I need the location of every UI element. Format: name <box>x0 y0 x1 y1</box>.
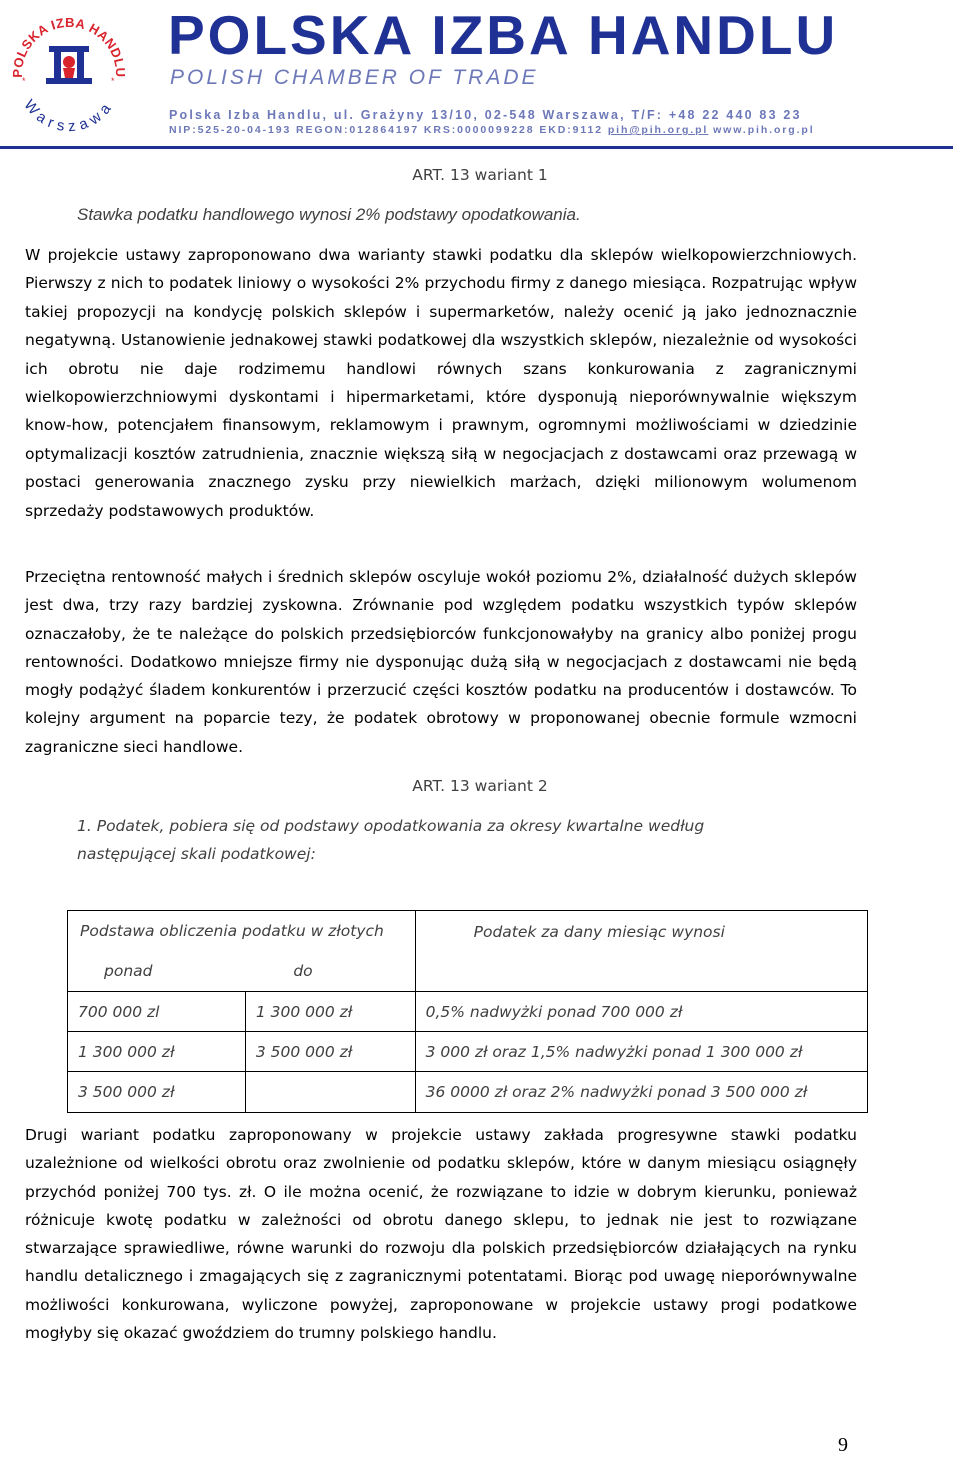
section2-quote-line-2: następującej skali podatkowej: <box>77 845 316 863</box>
row-from: 700 000 zl <box>68 992 246 1032</box>
chamber-logo <box>2 2 136 136</box>
row-from: 1 300 000 zł <box>68 1032 246 1072</box>
header-rule <box>0 146 953 149</box>
table-row <box>68 1072 868 1113</box>
page-number: 9 <box>838 1434 848 1456</box>
section1-title: ART. 13 wariant 1 <box>412 166 548 184</box>
section2-paragraph: Drugi wariant podatku zaproponowany w projekcie ustawy zakłada progresywne stawki podatku uzależnione od wielkości obrotu oraz zwolnienie od podatku sklepów, które w danym miesiącu osiągnęły przychód poniżej 700 tys. zł. O ile można ocenić, że rozwiązane to idzie w dobrym kierunku, ponieważ różnicuje kwotę podatku w zależności od obrotu danego sklepu, to jednak nie jest to rozwiązane stwarzające sprawiedliwe, równe warunki do rozwoju dla polskich przedsiębiorców działających na rynku handlu detalicznego i zmagających się z zagranicznymi potentatami. Biorąc pod uwagę nieporównywalne możliwości konkurowana, wyliczone powyżej, zaproponowane w projekcie ustawy progi podatkowe mogłyby się okazać gwoździem do trumny polskiego handlu. <box>25 1126 857 1343</box>
registry-numbers: NIP:525-20-04-193 REGON:012864197 KRS:0000099228 EKD:9112 <box>169 124 603 136</box>
section2-title: ART. 13 wariant 2 <box>412 777 548 795</box>
org-name-english: POLISH CHAMBER OF TRADE <box>170 66 539 89</box>
row-tax: 3 000 zł oraz 1,5% nadwyżki ponad 1 300 000 zł <box>415 1032 867 1072</box>
org-name: POLSKA IZBA HANDLU <box>168 4 839 66</box>
section1-quote: Stawka podatku handlowego wynosi 2% podstawy opodatkowania. <box>77 205 581 224</box>
svg-text:Warszawa: Warszawa <box>20 96 118 136</box>
section1-paragraph-1: W projekcie ustawy zaproponowano dwa warianty stawki podatku dla sklepów wielkopowierzchniowych. Pierwszy z nich to podatek liniowy o wysokości 2% przychodu firmy z danego miesiąca. Rozpatrując wpływ takiej propozycji na kondycję polskich sklepów i supermarketów, należy ocenić ją jako jednoznacznie negatywną. Ustanowienie jednakowej stawki podatkowej dla wszystkich sklepów, niezależnie od wysokości ich obrotu nie daje rodzimemu handlowi równych szans konkurowania z zagranicznymi wielkopowierzchniowymi dyskontami i hipermarketami, które dysponują nieporównywalnie większym know-how, potencjałem finansowym, reklamowym i prawnym, ogromnymi możliwościami w dziedzinie optymalizacji kosztów zatrudnienia, znacznie większą siłą w negocjacjach z dostawcami oraz przewagą w postaci generowania znacznego zysku przy niewielkich marżach, dzięki milionowym wolumenom sprzedaży podstawowych produktów. <box>25 246 857 520</box>
address-line: Polska Izba Handlu, ul. Grażyny 13/10, 02-548 Warszawa, T/F: +48 22 440 83 23 <box>169 108 802 122</box>
email-link[interactable]: pih@pih.org.pl <box>607 124 709 136</box>
table-subheader-to: do <box>245 952 415 992</box>
row-tax: 36 0000 zł oraz 2% nadwyżki ponad 3 500 000 zł <box>415 1072 867 1113</box>
row-from: 3 500 000 zł <box>68 1072 246 1113</box>
table-subheader-from: ponad <box>68 952 246 992</box>
section2-quote-line-1: 1. Podatek, pobiera się od podstawy opodatkowania za okresy kwartalne według <box>77 817 705 835</box>
row-tax: 0,5% nadwyżki ponad 700 000 zł <box>415 992 867 1032</box>
svg-text:*: * <box>111 76 115 86</box>
table-row <box>68 1032 868 1072</box>
row-to <box>245 1072 415 1113</box>
registry-line <box>169 124 815 136</box>
row-to: 1 300 000 zł <box>245 992 415 1032</box>
table-header-base: Podstawa obliczenia podatku w złotych <box>68 911 416 952</box>
section1-paragraph-2: Przeciętna rentowność małych i średnich sklepów oscyluje wokół poziomu 2%, działalność dużych sklepów jest dwa, trzy razy bardziej zyskowna. Zrównanie pod względem podatku wszystkich typów sklepów oznaczałoby, że te należące do polskich przedsiębiorców funkcjonowałyby na granicy albo poniżej progu rentowności. Dodatkowo mniejsze firmy nie dysponując dużą siłą w negocjacjach z dostawcami nie będą mogły podążyć śladem konkurentów i przerzucić części kosztów podatku na producentów i dostawców. To kolejny argument na poparcie tezy, że podatek obrotowy w proponowanej obecnie formule wzmocni zagraniczne sieci handlowe. <box>25 568 857 756</box>
svg-text:*: * <box>22 76 26 86</box>
svg-text:POLSKA IZBA HANDLU: POLSKA IZBA HANDLU <box>9 14 129 78</box>
row-to: 3 500 000 zł <box>245 1032 415 1072</box>
website-link[interactable]: www.pih.org.pl <box>713 124 815 136</box>
table-row <box>68 992 868 1032</box>
tax-scale-table <box>67 910 868 1113</box>
letterhead <box>0 0 960 150</box>
table-header-tax: Podatek za dany miesiąc wynosi <box>415 911 867 992</box>
